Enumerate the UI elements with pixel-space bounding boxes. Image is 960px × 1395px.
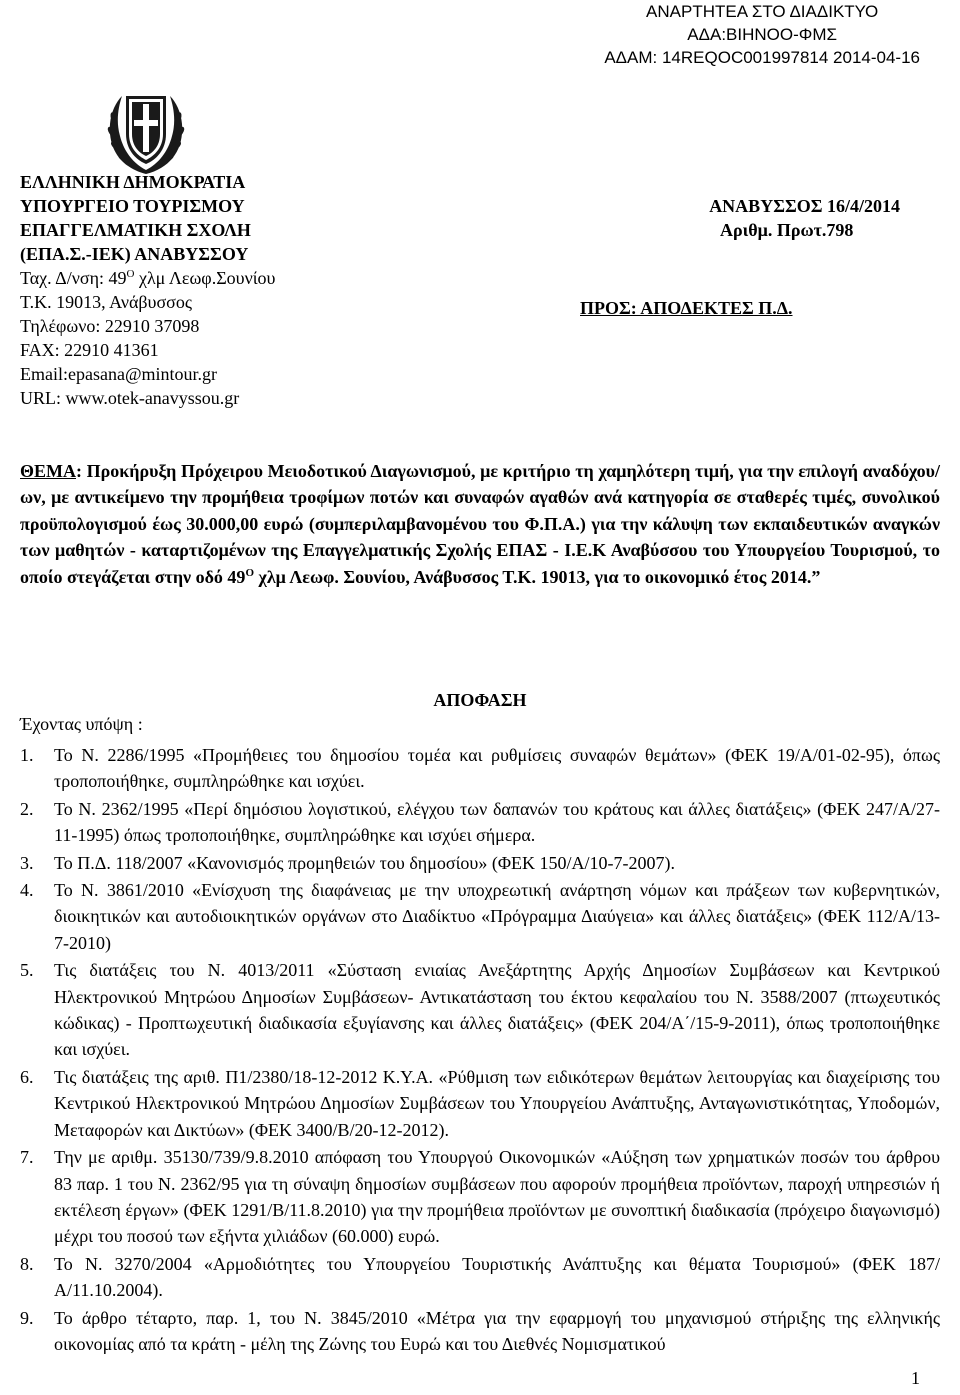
issuer-postcode: Τ.Κ. 19013, Ανάβυσσος xyxy=(20,292,193,312)
adam-code: ΑΔΑΜ: 14REQOC001997814 2014-04-16 xyxy=(604,48,920,67)
greek-coat-of-arms-icon xyxy=(102,88,190,178)
protocol-number: Αριθμ. Πρωτ.798 xyxy=(720,220,854,240)
decision-title: ΑΠΟΦΑΣΗ xyxy=(433,690,527,710)
document-date: ΑΝΑΒΥΣΣΟΣ 16/4/2014 xyxy=(709,196,900,216)
issuer-school: ΕΠΑΓΓΕΛΜΑΤΙΚΗ ΣΧΟΛΗ xyxy=(20,220,251,240)
page-number: 1 xyxy=(911,1368,920,1388)
subject-paragraph: ΘΕΜΑ: Προκήρυξη Πρόχειρου Μειοδοτικού Διαγωνισμού, με κριτήριο τη χαμηλότερη τιμή, για την επιλογή αναδόχου/ων, με αντικείμενο την προμήθεια τροφίμων ποτών και συναφών αγαθών ανά κατηγορία σε σταθερές τιμές, συνολικού προϋπολογισμού έως 30.000,00 ευρώ (συμπεριλαμβανομένου του Φ.Π.Α.) για την κάλυψη των εκπαιδευτικών αναγκών των μαθητών - καταρτιζομένων της Επαγγελματικής Σχολής ΕΠΑΣ - Ι.Ε.Κ Αναβύσσου του Υπουργείου Τουρισμού, το οποίο στεγάζεται στην οδό $49^O$ χλμ Λεωφ. Σουνίου, Ανάβυσσος Τ.Κ. 19013, για το οικονομικό έτος 2014.” xyxy=(20,461,940,587)
subject-text-end: χλμ Λεωφ. Σουνίου, Ανάβυσσος Τ.Κ. 19013, για το οικονομικό έτος 2014.” xyxy=(254,566,821,587)
issuer-fax: FAX: 22910 41361 xyxy=(20,340,159,360)
issuer-phone: Τηλέφωνο: 22910 37098 xyxy=(20,316,200,336)
issuer-url: URL: www.otek-anavyssou.gr xyxy=(20,388,240,408)
considerations-list xyxy=(20,742,940,1358)
issuer-school-abbr: (ΕΠΑ.Σ.-ΙΕΚ) ΑΝΑΒΥΣΣΟΥ xyxy=(20,244,249,264)
issuer-republic: ΕΛΛΗΝΙΚΗ ΔΗΜΟΚΡΑΤΙΑ xyxy=(20,172,246,192)
recipients: ΠΡΟΣ: ΑΠΟΔΕΚΤΕΣ Π.Δ. xyxy=(580,298,793,318)
ada-code: ΑΔΑ:ΒΙΗΝΟΟ-ΦΜΣ xyxy=(687,25,838,44)
issuer-address: Ταχ. Δ/νση: $49^O$ χλμ Λεωφ.Σουνίου xyxy=(20,268,276,288)
subject-label: ΘΕΜΑ xyxy=(20,461,76,481)
list-item: 7. Την με αριθμ. 35130/739/9.8.2010 απόφαση του Υπουργού Οικονομικών «Αύξηση των χρηματικών ποσών του άρθρου 83 παρ. 1 του Ν. 2362/95 για τη σύναψη δημοσίων συμβάσεων που αφορούν προμήθεια προϊόντων, παροχή υπηρεσιών ή εκτέλεση έργων» (ΦΕΚ 1291/Β/11.8.2010) για την προμήθεια προϊόντων με συνοπτική διαδικασία (πρόχειρο διαγωνισμό) μέχρι του ποσού των εξήντα χιλιάδων (60.000) ευρώ. xyxy=(20,1147,940,1247)
list-item: 1. Το Ν. 2286/1995 «Προμήθειες του δημοσίου τομέα και ρυθμίσεις συναφών θεμάτων» (ΦΕΚ 19/Α/01-02-95), όπως τροποποιήθηκε, συμπληρώθηκε και ισχύει. xyxy=(20,745,940,792)
list-item: 2. Το Ν. 2362/1995 «Περί δημόσιου λογιστικού, ελέγχου των δαπανών του κράτους και άλλες διατάξεις» (ΦΕΚ 247/Α/27-11-1995) όπως τροποποιήθηκε, συμπληρώθηκε και ισχύει σήμερα. xyxy=(20,798,940,846)
list-item: 4. Το Ν. 3861/2010 «Ενίσχυση της διαφάνειας με την υποχρεωτική ανάρτηση νόμων και πράξεων των κυβερνητικών, διοικητικών και αυτοδιοικητικών οργάνων στο Διαδίκτυο «Πρόγραμμα Διαύγεια» και άλλες διατάξεις» (ΦΕΚ 112/Α/13-7-2010) xyxy=(20,880,940,953)
list-item: 8. Το Ν. 3270/2004 «Αρμοδιότητες του Υπουργείου Τουριστικής Ανάπτυξης και θέματα Τουρισμού» (ΦΕΚ 187/Α/11.10.2004). xyxy=(20,1253,940,1301)
list-item: 5. Τις διατάξεις του Ν. 4013/2011 «Σύσταση ενιαίας Ανεξάρτητης Αρχής Δημοσίων Συμβάσεων και Κεντρικού Ηλεκτρονικού Μητρώου Δημοσίων Συμβάσεων- Αντικατάσταση του έκτου κεφαλαίου του Ν. 3588/2007 (πτωχευτικός κώδικας) - Προπτωχευτική διαδικασία εξυγίανσης και άλλες διατάξεις» (ΦΕΚ 204/Α΄/15-9-2011), όπως τροποποιήθηκε και ισχύει. xyxy=(20,960,940,1060)
issuer-email: Email:epasana@mintour.gr xyxy=(20,364,218,384)
given-intro: Έχοντας υπόψη : xyxy=(20,714,143,734)
list-item: 3. Το Π.Δ. 118/2007 «Κανονισμός προμηθειών του δημοσίου» (ΦΕΚ 150/Α/10-7-2007). xyxy=(20,852,675,873)
subject-text: : Προκήρυξη Πρόχειρου Μειοδοτικού Διαγωνισμού, με κριτήριο τη χαμηλότερη τιμή, για την επιλογή αναδόχου/ων, με αντικείμενο την προμήθεια τροφίμων ποτών και συναφών αγαθών ανά κατηγορία σε σταθερές τιμές, συνολικού προϋπολογισμού έως 30.000,00 ευρώ (συμπεριλαμβανομένου του Φ.Π.Α.) για την κάλυψη των εκπαιδευτικών αναγκών των μαθητών - καταρτιζομένων της Επαγγελματικής Σχολής ΕΠΑΣ - Ι.Ε.Κ Αναβύσσου του Υπουργείου Τουρισμού, το οποίο στεγάζεται στην οδό 49 xyxy=(20,461,940,587)
publication-note: ΑΝΑΡΤΗΤΕΑ ΣΤΟ ΔΙΑΔΙΚΤΥΟ xyxy=(646,2,879,21)
publication-stamp xyxy=(604,0,920,69)
issuer-ministry: ΥΠΟΥΡΓΕΙΟ ΤΟΥΡΙΣΜΟΥ xyxy=(20,196,245,216)
list-item: 9. Το άρθρο τέταρτο, παρ. 1, του Ν. 3845/2010 «Μέτρα για την εφαρμογή του μηχανισμού στήριξης της ελληνικής οικονομίας από τα κράτη - μέλη της Ζώνης του Ευρώ και του Διεθνές Νομισματικού xyxy=(20,1307,940,1354)
issuer-block xyxy=(20,170,440,410)
list-item: 6. Τις διατάξεις της αριθ. Π1/2380/18-12-2012 Κ.Υ.Α. «Ρύθμιση των ειδικότερων θεμάτων λειτουργίας και διαχείρισης του Κεντρικού Ηλεκτρονικού Μητρώου Δημοσίων Συμβάσεων του Υπουργείου Ανάπτυξης, Ανταγωνιστικότητας, Υποδομών, Μεταφορών και Δικτύων» (ΦΕΚ 3400/Β/20-12-2012). xyxy=(20,1066,940,1140)
